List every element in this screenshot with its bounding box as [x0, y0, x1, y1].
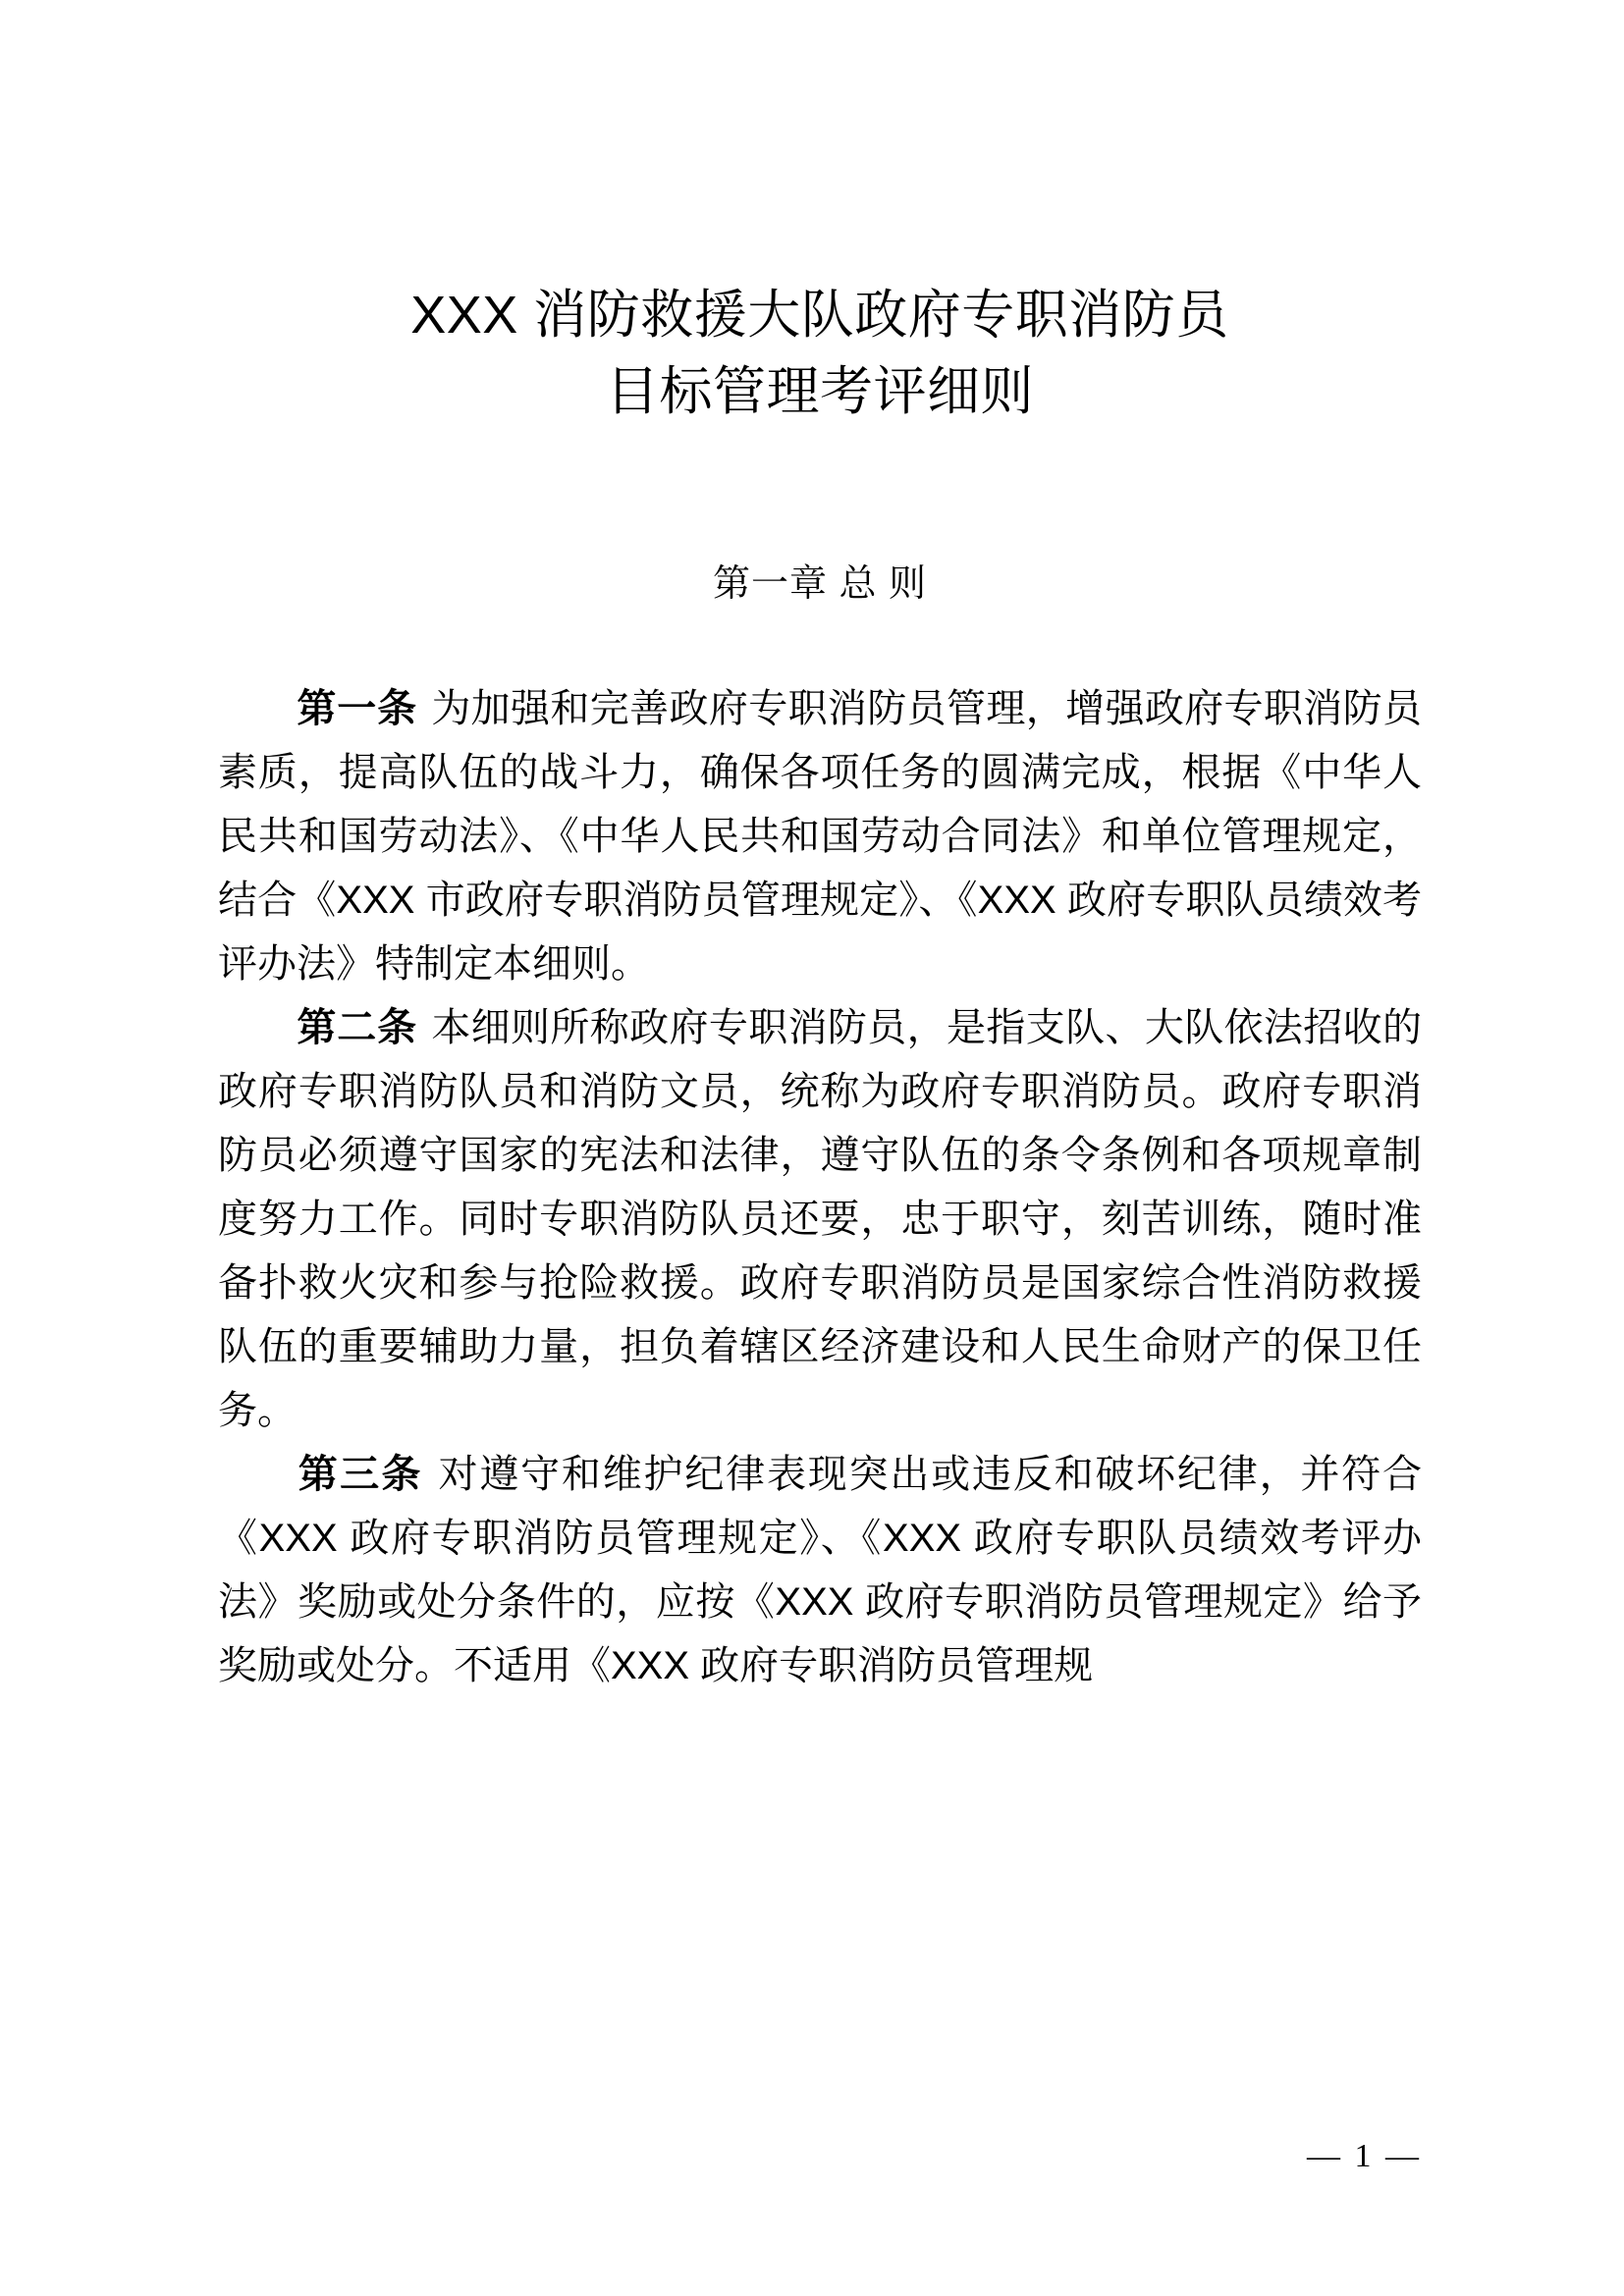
- chapter-heading: 第一章 总 则: [712, 563, 928, 605]
- document-title-line-1: XXX 消防救援大队政府专职消防员: [410, 286, 1229, 345]
- article-1-text: 为加强和完善政府专职消防员管理，增强政府专职消防员素质，提高队伍的战斗力，确保各项任务的圆满完成，根据《中华人民共和国劳动法》、《中华人民共和国劳动合同法》和单位管理规定，结合《XXX 市政府专职消防员管理规定》、《XXX 政府专职队员绩效考评办法》特制定本细则。: [218, 687, 1423, 986]
- article-1-label: 第一条: [297, 687, 417, 730]
- article-1: [218, 677, 1422, 996]
- page-number: — 1 —: [1307, 2138, 1422, 2174]
- article-2-text: 本细则所称政府专职消防员，是指支队、大队依法招收的政府专职消防队员和消防文员，统称为政府专职消防员。政府专职消防员必须遵守国家的宪法和法律，遵守队伍的条令条例和各项规章制度努力工作。同时专职消防队员还要，忠于职守，刻苦训练，随时准备扑救火灾和参与抢险救援。政府专职消防员是国家综合性消防救援队伍的重要辅助力量，担负着辖区经济建设和人民生命财产的保卫任务。: [218, 1006, 1423, 1432]
- article-3: [218, 1443, 1422, 1698]
- page-content: [218, 0, 1422, 1698]
- document-title: [218, 277, 1422, 430]
- article-3-text: 对遵守和维护纪律表现突出或违反和破坏纪律，并符合《XXX 政府专职消防员管理规定》、《XXX 政府专职队员绩效考评办法》奖励或处分条件的，应按《XXX 政府专职消防员管理规定》给予奖励或处分。不适用《XXX 政府专职消防员管理规: [218, 1453, 1423, 1687]
- document-title-line-2: 目标管理考评细则: [606, 362, 1034, 421]
- article-2-label: 第二条: [297, 1006, 417, 1049]
- page-footer: [218, 2136, 1422, 2177]
- articles-container: [218, 677, 1422, 1698]
- article-2: [218, 996, 1422, 1443]
- article-3-label: 第三条: [297, 1453, 423, 1496]
